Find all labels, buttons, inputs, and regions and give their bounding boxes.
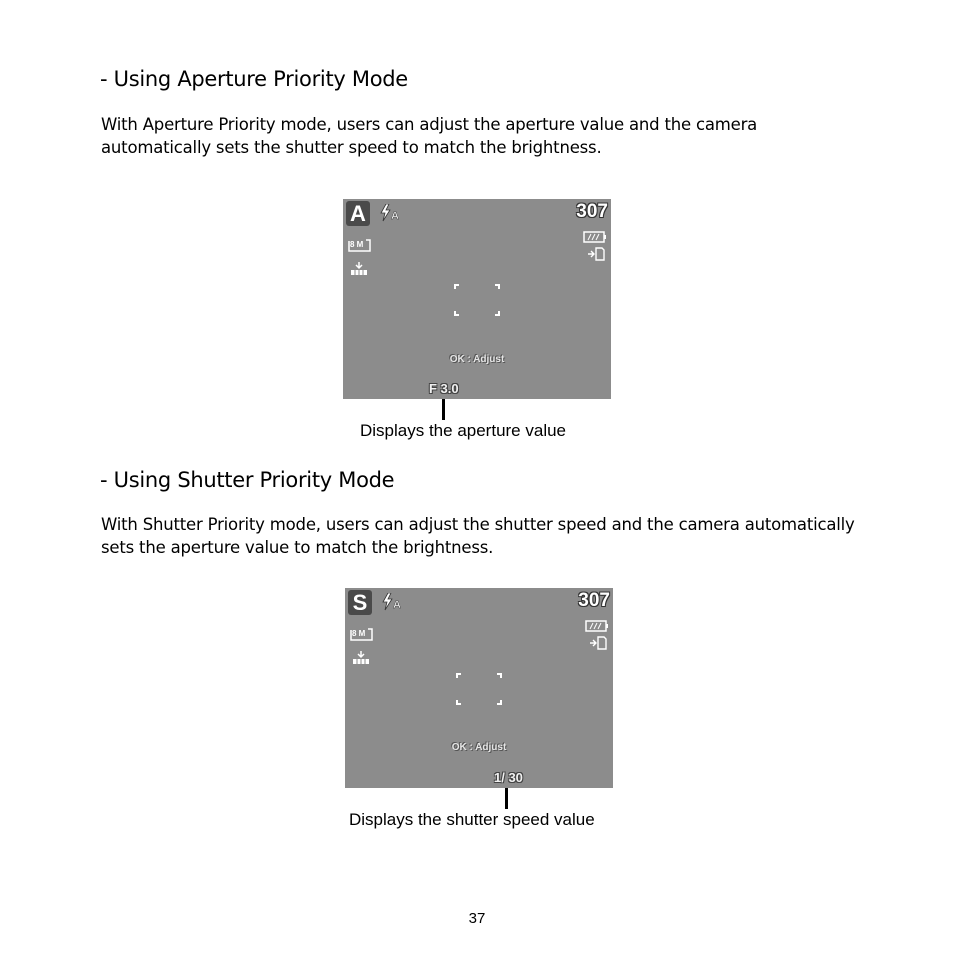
mode-badge: S <box>348 590 372 615</box>
aperture-value-readout: F 3.0 <box>429 381 459 396</box>
caption-shutter: Displays the shutter speed value <box>349 810 595 829</box>
caption-aperture: Displays the aperture value <box>360 421 567 440</box>
shots-remaining: 307 <box>578 590 610 611</box>
memory-card-icon <box>587 247 605 261</box>
camera-screen-shutter <box>345 588 613 788</box>
page-number: 37 <box>468 910 486 927</box>
resolution-label: 8 M <box>352 629 366 638</box>
ok-adjust-hint: OK : Adjust <box>449 354 505 365</box>
memory-card-icon <box>589 636 607 650</box>
resolution-label: 8 M <box>350 240 364 249</box>
paragraph-line: automatically sets the shutter speed to match the brightness. <box>101 138 602 157</box>
paragraph-line: With Aperture Priority mode, users can adjust the aperture value and the camera <box>101 115 758 134</box>
resolution-icon <box>350 626 376 642</box>
camera-screen-aperture <box>343 199 611 399</box>
pointer-line <box>442 399 445 420</box>
ok-adjust-hint: OK : Adjust <box>451 742 507 753</box>
resolution-icon <box>348 237 374 253</box>
battery-icon <box>585 620 609 632</box>
section-title-shutter: - Using Shutter Priority Mode <box>100 468 395 492</box>
white-balance-icon <box>348 261 370 277</box>
focus-frame <box>455 672 503 706</box>
flash-label: A <box>393 599 401 611</box>
flash-auto-icon <box>380 204 404 222</box>
white-balance-icon <box>350 650 372 666</box>
pointer-line <box>505 788 508 809</box>
mode-badge: A <box>346 201 370 226</box>
battery-icon <box>583 231 607 243</box>
flash-auto-icon <box>382 593 406 611</box>
section-title-aperture: - Using Aperture Priority Mode <box>100 67 408 91</box>
paragraph-aperture <box>101 113 901 159</box>
shots-remaining: 307 <box>576 201 608 222</box>
paragraph-shutter <box>101 513 901 559</box>
flash-label: A <box>391 210 399 222</box>
focus-frame <box>453 283 501 317</box>
shutter-speed-readout: 1/ 30 <box>494 770 523 785</box>
paragraph-line: With Shutter Priority mode, users can adjust the shutter speed and the camera automatically <box>101 515 855 534</box>
paragraph-line: sets the aperture value to match the brightness. <box>101 538 494 557</box>
